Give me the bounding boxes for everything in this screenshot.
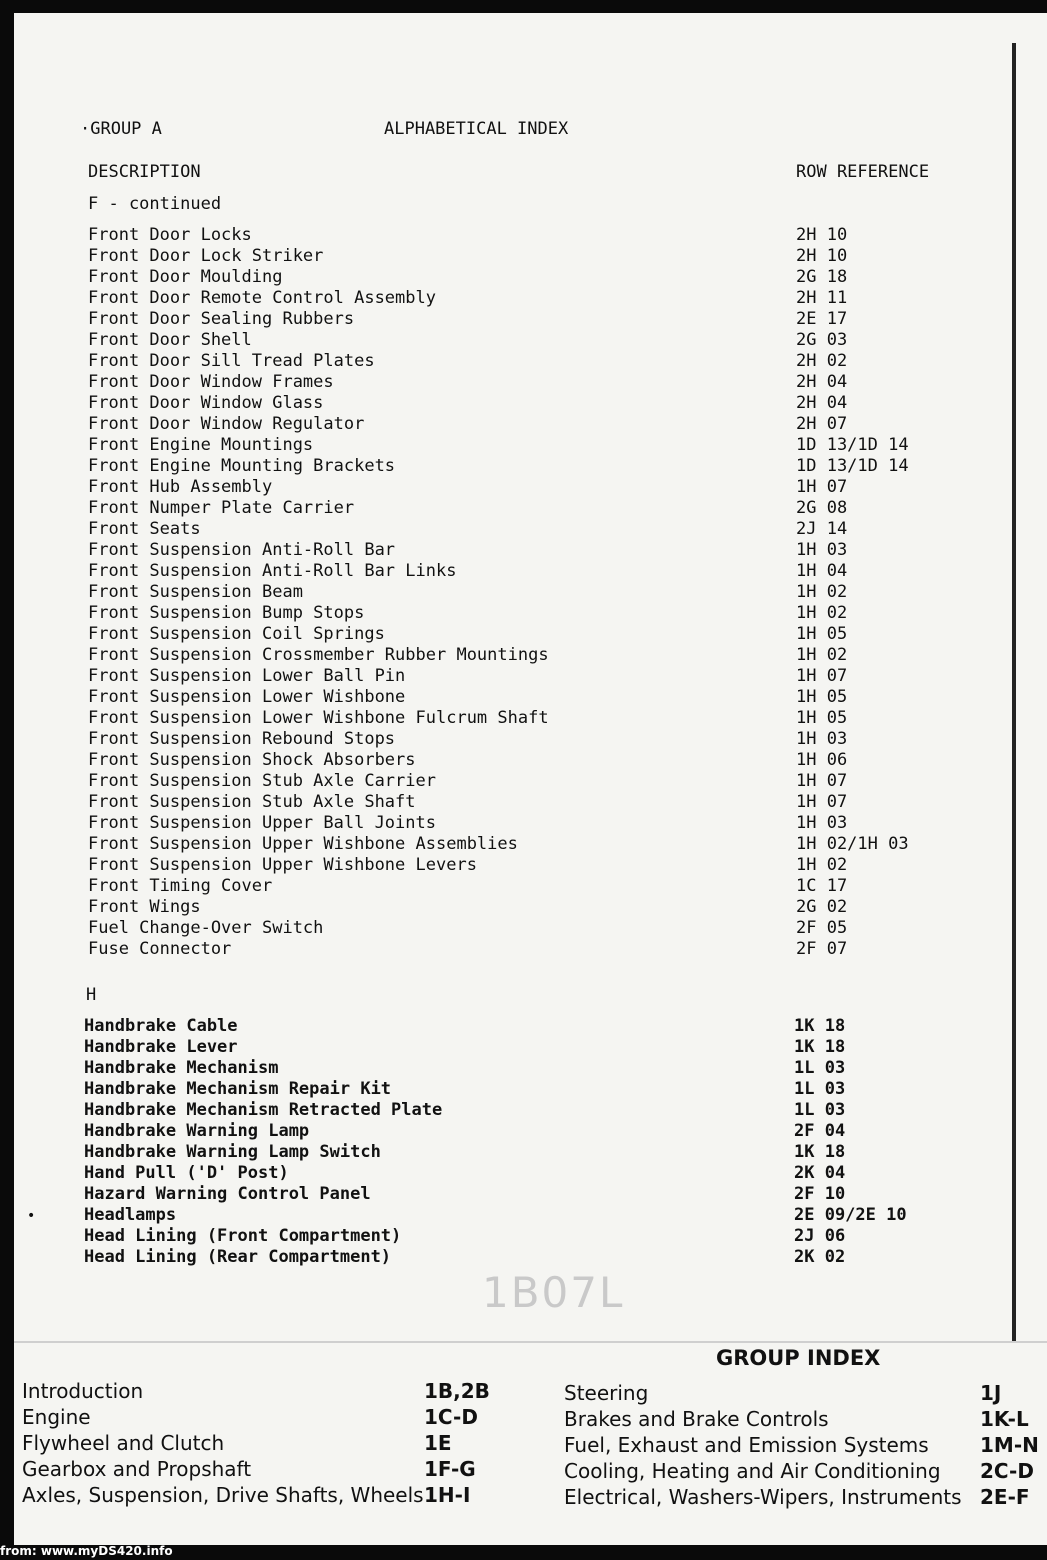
entry-description: Head Lining (Front Compartment): [84, 1226, 402, 1246]
group-index-label: Steering: [564, 1381, 649, 1405]
entry-row-reference: 1H 03: [796, 813, 848, 833]
group-index-label: Fuel, Exhaust and Emission Systems: [564, 1433, 929, 1457]
entry-description: Hand Pull ('D' Post): [84, 1163, 289, 1183]
entry-description: Front Door Sill Tread Plates: [88, 351, 375, 371]
group-index-ref: 1K-L: [980, 1407, 1029, 1431]
index-entry: [14, 330, 1014, 351]
index-entry: [14, 708, 1014, 729]
group-index-ref: 1F-G: [424, 1457, 476, 1481]
entry-row-reference: 1K 18: [794, 1142, 846, 1162]
entry-description: Front Suspension Anti-Roll Bar Links: [88, 561, 457, 581]
index-entry: [14, 225, 1014, 246]
index-entry: [14, 1142, 1014, 1163]
entry-description: Front Door Moulding: [88, 267, 283, 287]
index-entry: [14, 267, 1014, 288]
index-entry: [14, 1247, 1014, 1268]
index-entry: [14, 1058, 1014, 1079]
entry-row-reference: 1H 07: [796, 477, 848, 497]
entry-description: Front Wings: [88, 897, 201, 917]
entry-description: Handbrake Warning Lamp: [84, 1121, 310, 1141]
index-entry: [14, 309, 1014, 330]
index-entry: [14, 687, 1014, 708]
entry-description: Fuel Change-Over Switch: [88, 918, 324, 938]
entry-description: Front Numper Plate Carrier: [88, 498, 355, 518]
entry-row-reference: 2G 02: [796, 897, 848, 917]
entry-row-reference: 2K 04: [794, 1163, 846, 1183]
index-entry: [14, 246, 1014, 267]
group-label: ·GROUP A: [80, 119, 162, 139]
index-entry: [14, 1121, 1014, 1142]
entry-description: Front Suspension Shock Absorbers: [88, 750, 416, 770]
entry-row-reference: 2G 03: [796, 330, 848, 350]
group-index-ref: 1M-N: [980, 1433, 1039, 1457]
entry-row-reference: 2J 06: [794, 1226, 846, 1246]
entry-row-reference: 1H 02: [796, 603, 848, 623]
entry-row-reference: 1H 03: [796, 729, 848, 749]
entry-description: Front Engine Mountings: [88, 435, 314, 455]
entry-row-reference: 1H 06: [796, 750, 848, 770]
entry-description: Front Suspension Lower Wishbone: [88, 687, 406, 707]
index-entry: [14, 603, 1014, 624]
entry-description: Front Suspension Bump Stops: [88, 603, 365, 623]
entry-description: Head Lining (Rear Compartment): [84, 1247, 392, 1267]
entry-row-reference: 2H 11: [796, 288, 848, 308]
entry-description: Front Door Remote Control Assembly: [88, 288, 436, 308]
index-entry: [14, 666, 1014, 687]
index-entry: [14, 1037, 1014, 1058]
index-entry: [14, 771, 1014, 792]
entry-row-reference: 1D 13/1D 14: [796, 456, 909, 476]
entry-row-reference: 1H 02: [796, 582, 848, 602]
section-letter-h: H: [86, 985, 97, 1005]
index-entry: [14, 729, 1014, 750]
index-entry: [14, 540, 1014, 561]
group-index-label: Brakes and Brake Controls: [564, 1407, 829, 1431]
entry-row-reference: 2F 07: [796, 939, 848, 959]
index-entry: [14, 351, 1014, 372]
index-entry: [14, 897, 1014, 918]
index-entry: [14, 456, 1014, 477]
entry-row-reference: 2K 02: [794, 1247, 846, 1267]
scan-mark-dot: •: [27, 1208, 36, 1224]
entry-description: Front Engine Mounting Brackets: [88, 456, 396, 476]
index-entry: [14, 477, 1014, 498]
entry-description: Handbrake Mechanism: [84, 1058, 279, 1078]
index-entry: [14, 750, 1014, 771]
index-entry: [14, 372, 1014, 393]
entry-row-reference: 1H 05: [796, 708, 848, 728]
entry-description: Front Suspension Lower Ball Pin: [88, 666, 406, 686]
group-index-ref: 1B,2B: [424, 1379, 490, 1403]
index-entry: [14, 1100, 1014, 1121]
row-reference-column-header: ROW REFERENCE: [796, 162, 930, 182]
entry-row-reference: 1L 03: [794, 1100, 846, 1120]
group-index-title: GROUP INDEX: [716, 1346, 881, 1370]
entry-description: Handbrake Lever: [84, 1037, 238, 1057]
entry-description: Front Suspension Stub Axle Carrier: [88, 771, 436, 791]
entry-description: Front Timing Cover: [88, 876, 273, 896]
index-entry: [14, 561, 1014, 582]
group-index-ref: 1C-D: [424, 1405, 478, 1429]
entry-row-reference: 2H 02: [796, 351, 848, 371]
index-entry: [14, 414, 1014, 435]
entry-description: Handbrake Warning Lamp Switch: [84, 1142, 381, 1162]
entry-row-reference: 1H 05: [796, 624, 848, 644]
entry-row-reference: 1H 07: [796, 792, 848, 812]
entry-description: Hazard Warning Control Panel: [84, 1184, 371, 1204]
section-continued-label: F - continued: [88, 194, 222, 214]
entry-description: Handbrake Cable: [84, 1016, 238, 1036]
entry-description: Front Suspension Upper Wishbone Assemblies: [88, 834, 518, 854]
description-column-header: DESCRIPTION: [88, 162, 201, 182]
group-index-ref: 2C-D: [980, 1459, 1034, 1483]
microfiche-page: [14, 13, 1047, 1545]
entry-row-reference: 1H 05: [796, 687, 848, 707]
index-entry: [14, 1184, 1014, 1205]
entry-row-reference: 2J 14: [796, 519, 848, 539]
entry-description: Front Door Lock Striker: [88, 246, 324, 266]
entry-description: Front Suspension Anti-Roll Bar: [88, 540, 396, 560]
index-entry: [14, 939, 1014, 960]
entry-description: Handbrake Mechanism Retracted Plate: [84, 1100, 443, 1120]
horizontal-divider: [14, 1341, 1047, 1343]
entry-row-reference: 2H 04: [796, 393, 848, 413]
entry-description: Handbrake Mechanism Repair Kit: [84, 1079, 392, 1099]
entry-row-reference: 1D 13/1D 14: [796, 435, 909, 455]
entry-row-reference: 2H 07: [796, 414, 848, 434]
entry-row-reference: 1H 07: [796, 771, 848, 791]
group-index-label: Introduction: [22, 1379, 144, 1403]
entry-row-reference: 1K 18: [794, 1037, 846, 1057]
entry-row-reference: 2E 17: [796, 309, 848, 329]
entry-row-reference: 1K 18: [794, 1016, 846, 1036]
entry-description: Front Suspension Stub Axle Shaft: [88, 792, 416, 812]
entry-row-reference: 1H 02/1H 03: [796, 834, 909, 854]
entry-row-reference: 2G 08: [796, 498, 848, 518]
group-index-label: Gearbox and Propshaft: [22, 1457, 252, 1481]
index-entry: [14, 288, 1014, 309]
entry-row-reference: 2H 04: [796, 372, 848, 392]
entry-row-reference: 1L 03: [794, 1058, 846, 1078]
index-entry: [14, 1205, 1014, 1226]
index-entry: [14, 435, 1014, 456]
group-index-ref: 2E-F: [980, 1485, 1030, 1509]
index-entry: [14, 624, 1014, 645]
section-f-list: [14, 225, 1014, 960]
section-h-list: [14, 1016, 1014, 1268]
entry-description: Front Suspension Crossmember Rubber Mountings: [88, 645, 549, 665]
entry-row-reference: 2G 18: [796, 267, 848, 287]
index-entry: [14, 582, 1014, 603]
index-entry: [14, 813, 1014, 834]
source-footer: from: www.myDS420.info: [0, 1544, 173, 1558]
entry-row-reference: 1C 17: [796, 876, 848, 896]
entry-description: Front Door Window Regulator: [88, 414, 365, 434]
index-entry: [14, 1016, 1014, 1037]
group-index-label: Cooling, Heating and Air Conditioning: [564, 1459, 941, 1483]
group-index-label: Flywheel and Clutch: [22, 1431, 225, 1455]
entry-row-reference: 2H 10: [796, 246, 848, 266]
entry-description: Front Suspension Coil Springs: [88, 624, 385, 644]
entry-row-reference: 2F 04: [794, 1121, 846, 1141]
entry-row-reference: 2F 05: [796, 918, 848, 938]
index-entry: [14, 918, 1014, 939]
entry-row-reference: 2H 10: [796, 225, 848, 245]
group-index-label: Engine: [22, 1405, 91, 1429]
entry-row-reference: 1H 03: [796, 540, 848, 560]
index-entry: [14, 834, 1014, 855]
entry-description: Front Door Window Frames: [88, 372, 334, 392]
group-index-ref: 1H-I: [424, 1483, 471, 1507]
entry-description: Headlamps: [84, 1205, 177, 1225]
group-index-ref: 1J: [980, 1381, 1002, 1405]
index-entry: [14, 1079, 1014, 1100]
page-title: ALPHABETICAL INDEX: [384, 119, 569, 139]
index-entry: [14, 498, 1014, 519]
entry-description: Front Door Shell: [88, 330, 252, 350]
index-entry: [14, 393, 1014, 414]
group-index-label: Axles, Suspension, Drive Shafts, Wheels: [22, 1483, 424, 1507]
entry-row-reference: 1H 02: [796, 855, 848, 875]
index-entry: [14, 876, 1014, 897]
entry-description: Front Door Locks: [88, 225, 252, 245]
entry-description: Front Suspension Rebound Stops: [88, 729, 396, 749]
entry-description: Front Seats: [88, 519, 201, 539]
entry-description: Front Suspension Upper Wishbone Levers: [88, 855, 477, 875]
index-entry: [14, 1226, 1014, 1247]
index-entry: [14, 519, 1014, 540]
index-entry: [14, 855, 1014, 876]
entry-description: Front Hub Assembly: [88, 477, 273, 497]
group-index-label: Electrical, Washers-Wipers, Instruments: [564, 1485, 962, 1509]
group-index-ref: 1E: [424, 1431, 452, 1455]
entry-description: Front Suspension Lower Wishbone Fulcrum Shaft: [88, 708, 549, 728]
entry-row-reference: 1H 02: [796, 645, 848, 665]
entry-description: Fuse Connector: [88, 939, 232, 959]
index-entry: [14, 645, 1014, 666]
entry-description: Front Suspension Beam: [88, 582, 303, 602]
entry-row-reference: 1H 07: [796, 666, 848, 686]
fiche-stamp: 1B07L: [482, 1268, 625, 1317]
entry-description: Front Door Window Glass: [88, 393, 324, 413]
entry-row-reference: 1L 03: [794, 1079, 846, 1099]
index-entry: [14, 792, 1014, 813]
index-entry: [14, 1163, 1014, 1184]
entry-description: Front Door Sealing Rubbers: [88, 309, 355, 329]
entry-row-reference: 1H 04: [796, 561, 848, 581]
entry-description: Front Suspension Upper Ball Joints: [88, 813, 436, 833]
entry-row-reference: 2F 10: [794, 1184, 846, 1204]
entry-row-reference: 2E 09/2E 10: [794, 1205, 907, 1225]
